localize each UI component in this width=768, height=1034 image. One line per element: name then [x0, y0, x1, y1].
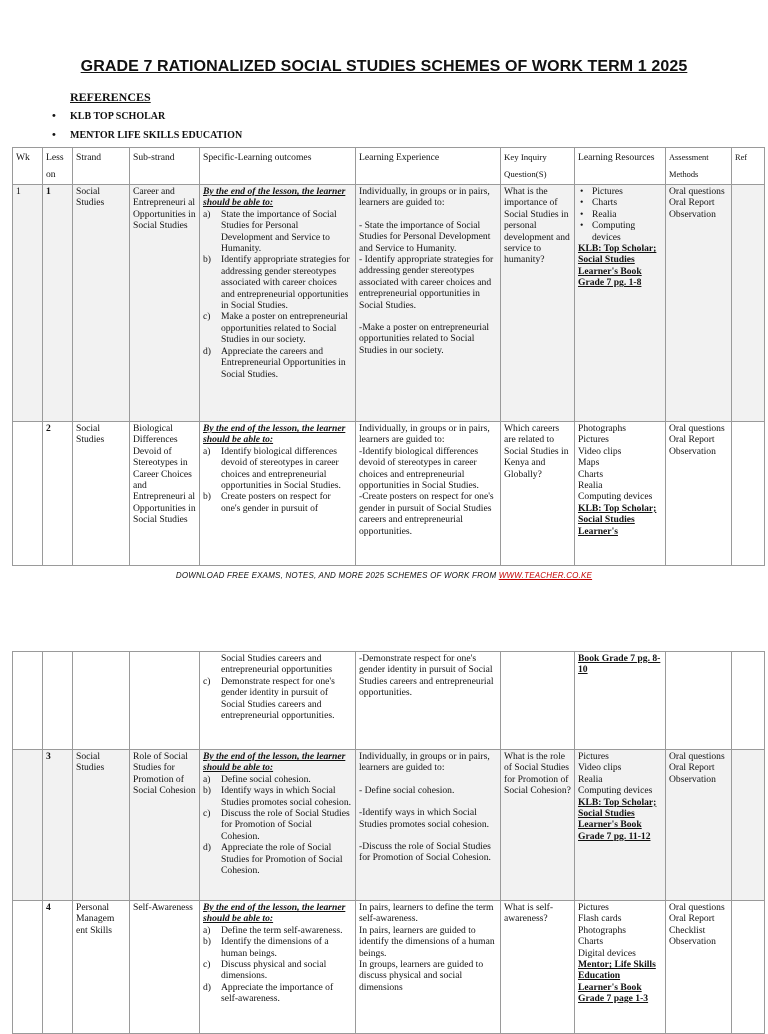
references-heading: REFERENCES	[70, 90, 151, 104]
experience-line: -Make a poster on entrepreneurial opportunities related to Social Studies in our society.	[359, 322, 489, 356]
cell-outcomes	[200, 750, 356, 901]
cell-resources	[575, 750, 666, 901]
reference-item: • KLB TOP SCHOLAR	[52, 110, 242, 129]
resource-item: • Pictures	[578, 186, 662, 197]
outcome-item: d) Appreciate the role of Social Studies for Promotion of Social Cohesion.	[203, 842, 343, 877]
cell-outcomes	[200, 185, 356, 422]
outcome-item: b) Identify appropriate strategies for addressing gender stereotypes associated with career choices and entrepreneurial opportunities in Social Studies.	[203, 254, 350, 312]
references-list	[52, 110, 242, 148]
outcomes-intro: By the end of the lesson, the learner should be able to:	[203, 902, 346, 925]
resource-item: Computing devices	[578, 785, 653, 797]
cell-ref	[732, 750, 765, 901]
cell-ref	[732, 422, 765, 566]
cell-strand: Social Studies	[73, 185, 130, 422]
cell-outcomes	[200, 901, 356, 1034]
cell-strand: Social Studies	[73, 422, 130, 566]
resource-item: Pictures	[578, 902, 609, 913]
resource-item: • Computing devices	[578, 220, 662, 243]
experience-line: - Define social cohesion.	[359, 784, 455, 796]
cell-assessment: Oral questions Oral Report Observation	[666, 422, 732, 566]
outcome-item: c) Demonstrate respect for one's gender identity in pursuit of Social Studies careers and entrepreneurial opportunities.	[203, 675, 335, 722]
resources-list	[578, 423, 662, 503]
col-ref: Ref	[732, 148, 765, 185]
resource-item: Photographs	[578, 924, 626, 936]
resources-list	[578, 902, 662, 959]
experience-line: -Identify biological differences devoid of stereotypes in career choices and entrepreneurial opportunities in Social Studies.	[359, 445, 479, 492]
cell-wk	[13, 422, 43, 566]
outcome-item: a) Identify biological differences devoid of stereotypes in career choices and entrepreneurial opportunities in Social Studies.	[203, 445, 341, 492]
cell-outcomes	[200, 422, 356, 566]
resource-item: Realia	[578, 480, 603, 492]
outcome-item: b) Identify the dimensions of a human beings.	[203, 936, 329, 959]
outcome-item: d) Appreciate the careers and Entrepreneurial Opportunities in Social Studies.	[203, 345, 346, 380]
experience-line: In pairs, learners are guided to identify the dimensions of a human beings.	[359, 924, 495, 959]
cell-wk	[13, 652, 43, 750]
cell-substrand: Role of Social Studies for Promotion of Social Cohesion	[130, 750, 200, 901]
resources-list	[578, 751, 662, 797]
outcome-item: a) Define the term self-awareness.	[203, 924, 343, 936]
resources-list	[578, 186, 662, 243]
cell-ref	[732, 652, 765, 750]
document-title: GRADE 7 RATIONALIZED SOCIAL STUDIES SCHEMES OF WORK TERM 1 2025	[80, 58, 688, 75]
cell-substrand: Self-Awareness	[130, 901, 200, 1034]
cell-assessment	[666, 652, 732, 750]
cell-inquiry: What is self-awareness?	[501, 901, 575, 1034]
experience-line: In pairs, learners to define the term self-awareness.	[359, 902, 494, 925]
book-reference: Book Grade 7 pg. 8-10	[578, 653, 661, 676]
experience-line: Individually, in groups or in pairs, learners are guided to:	[359, 186, 490, 209]
outcome-item: c) Make a poster on entrepreneurial opportunities related to Social Studies in our society.	[203, 311, 348, 346]
schemes-table	[12, 147, 765, 566]
cell-substrand	[130, 652, 200, 750]
outcome-item: c) Discuss the role of Social Studies for Promotion of Social Cohesion.	[203, 808, 350, 842]
outcomes-intro: By the end of the lesson, the learner should be able to:	[203, 423, 346, 446]
outcomes-list	[203, 209, 352, 380]
cell-inquiry: Which careers are related to Social Studies in Kenya and Globally?	[501, 422, 575, 566]
cell-inquiry	[501, 652, 575, 750]
col-outcomes: Specific-Learning outcomes	[200, 148, 356, 185]
table-row	[13, 750, 765, 901]
experience-line: Individually, in groups or in pairs, learners are guided to:	[359, 751, 490, 774]
book-reference: KLB: Top Scholar; Social Studies Learner's Book Grade 7 pg. 11-12	[578, 796, 657, 842]
cell-lesson: 2	[43, 422, 73, 566]
book-reference: KLB: Top Scholar; Social Studies Learner's Book Grade 7 pg. 1-8	[578, 243, 657, 289]
outcome-item: b) Identify ways in which Social Studies promotes social cohesion.	[203, 785, 352, 808]
experience-line: Individually, in groups or in pairs, learners are guided to:	[359, 423, 490, 446]
teacher-link[interactable]: WWW.TEACHER.CO.KE	[498, 571, 593, 580]
cell-inquiry: What is the importance of Social Studies in personal development and service to humanity?	[501, 185, 575, 422]
outcomes-intro: By the end of the lesson, the learner should be able to:	[203, 186, 346, 209]
experience-line: In groups, learners are guided to discuss physical and social dimensions	[359, 959, 484, 993]
experience-line: -Identify ways in which Social Studies promotes social cohesion.	[359, 807, 490, 830]
cell-substrand: Career and Entrepreneuri al Opportunities in Social Studies	[130, 185, 200, 422]
cell-assessment: Oral questions Oral Report Observation	[666, 185, 732, 422]
cell-lesson: 3	[43, 750, 73, 901]
cell-experience	[356, 750, 501, 901]
schemes-table-continued	[12, 651, 765, 1034]
resource-item: Photographs	[578, 423, 626, 434]
experience-line: - Identify appropriate strategies for addressing gender stereotypes associated with career choices and entrepreneurial opportunities in Social Studies.	[359, 254, 494, 311]
table-row	[13, 422, 765, 566]
outcomes-list	[203, 446, 352, 514]
cell-resources	[575, 185, 666, 422]
experience-line: - State the importance of Social Studies for Personal Development and Service to Humanity.	[359, 219, 491, 254]
cell-wk: 1	[13, 185, 43, 422]
cell-assessment: Oral questions Oral Report Observation	[666, 750, 732, 901]
outcomes-list	[203, 925, 352, 1005]
book-reference: Mentor; Life Skills Education Learner's Book Grade 7 page 1-3	[578, 959, 656, 1005]
col-substrand: Sub-strand	[130, 148, 200, 185]
cell-experience	[356, 901, 501, 1034]
outcome-item: b) Create posters on respect for one's gender in pursuit of	[203, 491, 331, 514]
resource-item: Digital devices	[578, 947, 636, 959]
cell-inquiry: What is the role of Social Studies for Promotion of Social Cohesion?	[501, 750, 575, 901]
cell-resources	[575, 422, 666, 566]
download-footer	[0, 571, 768, 580]
cell-lesson	[43, 652, 73, 750]
outcome-item: c) Discuss physical and social dimensions.	[203, 959, 327, 982]
cell-ref	[732, 185, 765, 422]
col-assessment: Assessment Methods	[666, 148, 732, 185]
cell-assessment: Oral questions Oral Report Checklist Observation	[666, 901, 732, 1034]
cell-strand	[73, 652, 130, 750]
outcome-continued: Social Studies careers and entrepreneurial opportunities	[221, 653, 333, 676]
cell-resources	[575, 652, 666, 750]
cell-experience	[356, 422, 501, 566]
col-inquiry: Key Inquiry Question(S)	[501, 148, 575, 185]
col-wk: Wk	[13, 148, 43, 185]
experience-line: -Discuss the role of Social Studies for Promotion of Social Cohesion.	[359, 841, 491, 864]
book-reference: KLB: Top Scholar; Social Studies Learner's	[578, 502, 657, 537]
cell-strand: Social Studies	[73, 750, 130, 901]
resource-item: Charts	[578, 936, 604, 948]
outcome-item: a) Define social cohesion.	[203, 773, 311, 785]
resource-item: Video clips	[578, 445, 622, 457]
outcomes-list	[203, 774, 352, 877]
col-lesson: Less on	[43, 148, 73, 185]
cell-wk	[13, 750, 43, 901]
outcome-item: d) Appreciate the importance of self-awareness.	[203, 981, 334, 1005]
cell-experience	[356, 185, 501, 422]
resource-item: Maps	[578, 457, 600, 469]
col-experience: Learning Experience	[356, 148, 501, 185]
resource-item: Realia	[578, 773, 603, 785]
table-row	[13, 652, 765, 750]
cell-lesson: 1	[43, 185, 73, 422]
resource-item: • Charts	[578, 197, 662, 208]
resource-item: • Realia	[578, 209, 662, 220]
reference-item: • MENTOR LIFE SKILLS EDUCATION	[52, 129, 242, 148]
resource-item: Video clips	[578, 762, 622, 774]
resource-item: Computing devices	[578, 491, 653, 503]
outcomes-intro: By the end of the lesson, the learner should be able to:	[203, 751, 346, 774]
resource-item: Pictures	[578, 434, 609, 446]
col-resources: Learning Resources	[575, 148, 666, 185]
cell-strand: Personal Managem ent Skills	[73, 901, 130, 1034]
table-row	[13, 185, 765, 422]
cell-wk	[13, 901, 43, 1034]
cell-lesson: 4	[43, 901, 73, 1034]
experience-line: -Create posters on respect for one's gender in pursuit of Social Studies careers and entrepreneurial opportunities.	[359, 491, 494, 537]
resource-item: Pictures	[578, 751, 609, 762]
cell-resources	[575, 901, 666, 1034]
cell-substrand: Biological Differences Devoid of Stereotypes in Career Choices and Entrepreneuri al Opportunities in Social Studies	[130, 422, 200, 566]
header-row	[13, 148, 765, 185]
cell-experience: -Demonstrate respect for one's gender identity in pursuit of Social Studies careers and entrepreneurial opportunities.	[356, 652, 501, 750]
table-row	[13, 901, 765, 1034]
cell-ref	[732, 901, 765, 1034]
resource-item: Charts	[578, 468, 604, 480]
outcomes-list	[203, 676, 352, 722]
cell-outcomes	[200, 652, 356, 750]
resource-item: Flash cards	[578, 913, 622, 925]
outcome-item: a) State the importance of Social Studies for Personal Development and Service to Humanity.	[203, 208, 337, 255]
col-strand: Strand	[73, 148, 130, 185]
footer-text: DOWNLOAD FREE EXAMS, NOTES, AND MORE 2025 SCHEMES OF WORK FROM	[175, 571, 499, 580]
